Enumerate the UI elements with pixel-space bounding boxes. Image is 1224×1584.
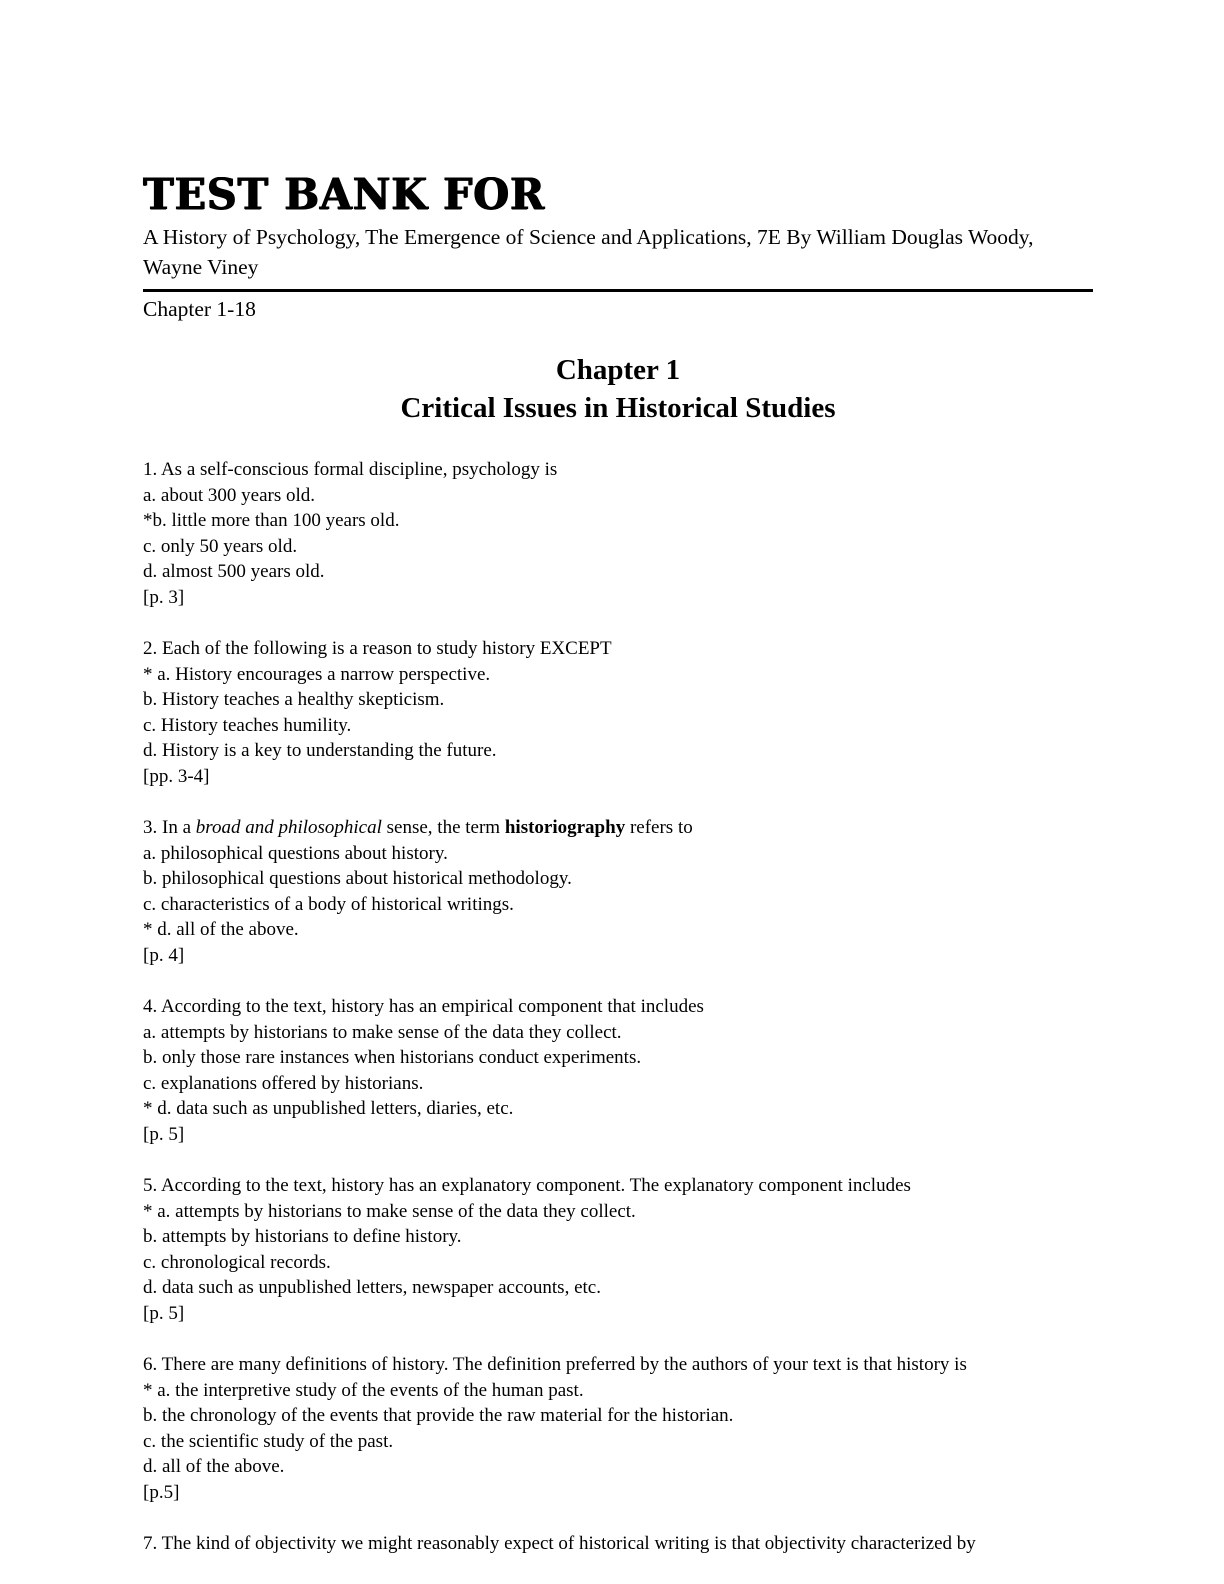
question-1 — [143, 457, 1093, 610]
answer-option: b. attempts by historians to define history. — [143, 1226, 462, 1247]
answer-option: c. characteristics of a body of historical writings. — [143, 893, 514, 915]
answer-option: c. the scientific study of the past. — [143, 1430, 394, 1452]
page-reference: [pp. 3-4] — [143, 765, 210, 787]
question-4 — [143, 994, 1093, 1147]
header-divider — [143, 289, 1093, 292]
question-7-partial — [143, 1531, 1093, 1557]
question-stem: 4. According to the text, history has an empirical component that includes — [143, 996, 704, 1017]
answer-option: *b. little more than 100 years old. — [143, 510, 400, 531]
stem-text: refers to — [625, 817, 693, 838]
answer-option: d. data such as unpublished letters, newspaper accounts, etc. — [143, 1277, 601, 1298]
answer-option: * a. attempts by historians to make sense of the data they collect. — [143, 1200, 636, 1222]
question-5 — [143, 1173, 1093, 1326]
answer-option: c. History teaches humility. — [143, 714, 352, 736]
chapter-name: Critical Issues in Historical Studies — [400, 392, 836, 424]
page-reference: [p. 4] — [143, 944, 185, 966]
page-reference: [p.5] — [143, 1481, 180, 1503]
question-stem — [143, 815, 1093, 841]
answer-option: d. History is a key to understanding the future. — [143, 740, 497, 761]
answer-option: d. almost 500 years old. — [143, 561, 325, 582]
answer-option: * a. History encourages a narrow perspective. — [143, 663, 491, 685]
answer-option: d. all of the above. — [143, 1456, 285, 1477]
answer-option: * d. data such as unpublished letters, diaries, etc. — [143, 1098, 514, 1119]
answer-option: c. chronological records. — [143, 1251, 331, 1273]
answer-option: b. History teaches a healthy skepticism. — [143, 689, 445, 710]
question-6 — [143, 1352, 1093, 1505]
answer-option: a. about 300 years old. — [143, 484, 316, 506]
answer-option: c. only 50 years old. — [143, 535, 298, 557]
question-stem: 6. There are many definitions of history. The definition preferred by the authors of your text is that history is — [143, 1354, 967, 1375]
page-reference: [p. 3] — [143, 586, 185, 608]
page-content — [143, 170, 1093, 1583]
chapter-heading — [143, 351, 1093, 427]
test-bank-logo: TEST BANK FOR — [143, 168, 545, 220]
stem-italic-phrase: broad and philosophical — [195, 817, 382, 838]
answer-option: * d. all of the above. — [143, 919, 299, 940]
chapter-range: Chapter 1-18 — [143, 297, 256, 321]
question-stem: 7. The kind of objectivity we might reasonably expect of historical writing is that objectivity characterized by — [143, 1533, 976, 1554]
chapter-number: Chapter 1 — [555, 354, 681, 386]
page-reference: [p. 5] — [143, 1123, 185, 1145]
question-2 — [143, 636, 1093, 789]
answer-option: a. attempts by historians to make sense of the data they collect. — [143, 1021, 622, 1043]
page-reference: [p. 5] — [143, 1302, 185, 1324]
answer-option: a. philosophical questions about history. — [143, 842, 448, 864]
question-stem: 2. Each of the following is a reason to study history EXCEPT — [143, 638, 612, 659]
stem-bold-term: historiography — [504, 817, 626, 838]
stem-text: 3. In a — [143, 817, 196, 838]
question-3 — [143, 815, 1093, 968]
answer-option: * a. the interpretive study of the events of the human past. — [143, 1379, 584, 1401]
stem-text: sense, the term — [381, 817, 505, 838]
answer-option: b. only those rare instances when historians conduct experiments. — [143, 1047, 642, 1068]
book-title: A History of Psychology, The Emergence of Science and Applications, 7E By William Douglas Woody, Wayne Viney — [143, 225, 1034, 279]
question-stem: 1. As a self-conscious formal discipline, psychology is — [143, 459, 558, 480]
questions-list — [143, 457, 1093, 1557]
answer-option: b. philosophical questions about historical methodology. — [143, 868, 572, 889]
question-stem: 5. According to the text, history has an explanatory component. The explanatory component includes — [143, 1175, 911, 1196]
answer-option: b. the chronology of the events that provide the raw material for the historian. — [143, 1405, 734, 1426]
answer-option: c. explanations offered by historians. — [143, 1072, 424, 1094]
